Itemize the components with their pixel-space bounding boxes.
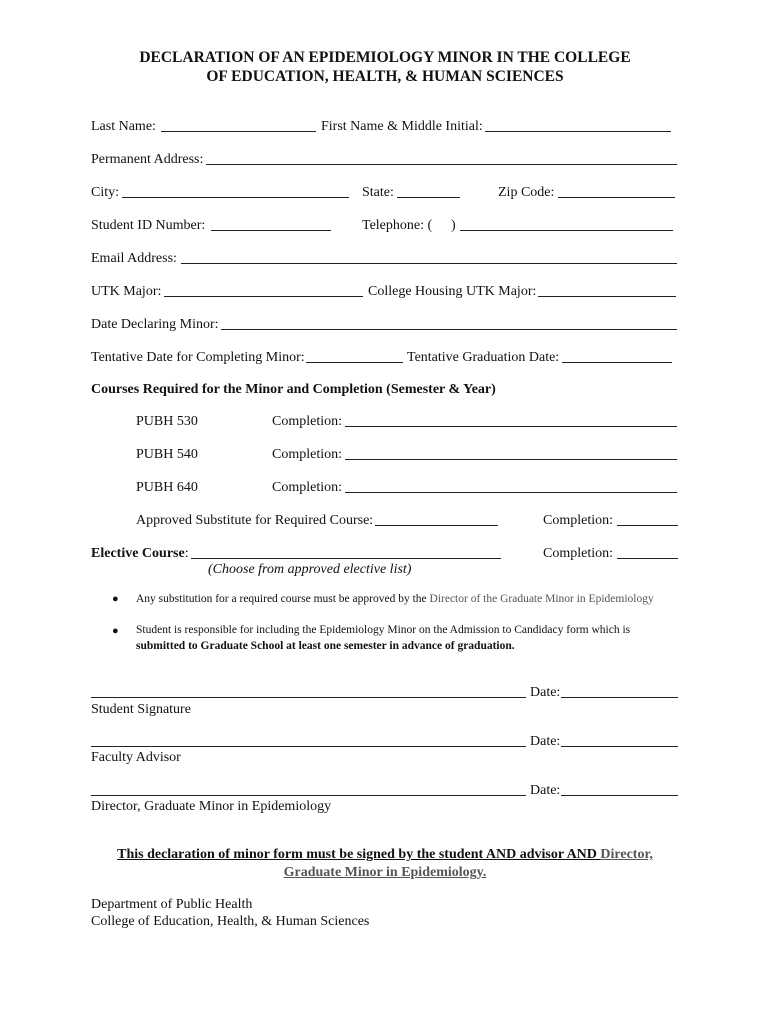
- tentative-completing-label: Tentative Date for Completing Minor:: [91, 350, 305, 365]
- student-id-label: Student ID Number:: [91, 218, 206, 233]
- student-date-label: Date:: [530, 685, 561, 700]
- department-name: Department of Public Health: [91, 897, 253, 912]
- bullet-marker: ●: [112, 593, 119, 605]
- note-candidacy-deadline: submitted to Graduate School at least one semester in advance of graduation.: [136, 639, 515, 652]
- elective-course-field[interactable]: [191, 558, 501, 559]
- substitute-completion-label: Completion:: [543, 513, 613, 528]
- course-pubh-640-completion-field[interactable]: [345, 492, 677, 493]
- elective-completion-field[interactable]: [617, 558, 678, 559]
- form-title-line2: OF EDUCATION, HEALTH, & HUMAN SCIENCES: [206, 68, 564, 85]
- substitute-completion-field[interactable]: [617, 525, 678, 526]
- course-completion-label: Completion:: [272, 480, 342, 495]
- course-pubh-540-completion-field[interactable]: [345, 459, 677, 460]
- note-substitution: [136, 592, 681, 608]
- city-label: City:: [91, 185, 120, 200]
- email-label: Email Address:: [91, 251, 177, 266]
- telephone-label: Telephone: (: [362, 218, 433, 233]
- advisor-date-label: Date:: [530, 734, 561, 749]
- telephone-paren-close: ): [451, 218, 456, 233]
- date-declaring-field[interactable]: [221, 329, 677, 330]
- tentative-completing-field[interactable]: [306, 362, 403, 363]
- director-signature-label: Director, Graduate Minor in Epidemiology: [91, 799, 332, 814]
- course-pubh-540: PUBH 540: [136, 447, 198, 462]
- state-label: State:: [362, 185, 394, 200]
- note-substitution-text: Any substitution for a required course must be approved by the: [136, 593, 430, 605]
- utk-major-field[interactable]: [164, 296, 363, 297]
- first-name-label: First Name & Middle Initial:: [321, 119, 483, 134]
- signature-requirement-note: [0, 846, 770, 882]
- courses-heading: Courses Required for the Minor and Completion (Semester & Year): [91, 382, 496, 397]
- course-pubh-640: PUBH 640: [136, 480, 198, 495]
- permanent-address-field[interactable]: [206, 164, 677, 165]
- tentative-graduation-label: Tentative Graduation Date:: [407, 350, 560, 365]
- elective-completion-label: Completion:: [543, 546, 613, 561]
- zip-field[interactable]: [558, 197, 675, 198]
- advisor-signature-line[interactable]: [91, 746, 526, 747]
- elective-course-label-row: [91, 545, 189, 562]
- last-name-field[interactable]: [161, 131, 316, 132]
- utk-major-label: UTK Major:: [91, 284, 162, 299]
- bullet-marker: ●: [112, 625, 119, 637]
- last-name-label: Last Name:: [91, 119, 156, 134]
- email-field[interactable]: [181, 263, 677, 264]
- elective-course-colon: :: [184, 546, 189, 561]
- state-field[interactable]: [397, 197, 460, 198]
- course-pubh-530-completion-field[interactable]: [345, 426, 677, 427]
- advisor-signature-label: Faculty Advisor: [91, 750, 181, 765]
- form-title-line1: DECLARATION OF AN EPIDEMIOLOGY MINOR IN THE COLLEGE: [139, 49, 631, 66]
- telephone-field[interactable]: [460, 230, 673, 231]
- permanent-address-label: Permanent Address:: [91, 152, 204, 167]
- college-name: College of Education, Health, & Human Sciences: [91, 914, 370, 929]
- signature-requirement-minor: Graduate Minor in Epidemiology.: [283, 865, 487, 880]
- advisor-date-field[interactable]: [561, 746, 678, 747]
- course-pubh-530: PUBH 530: [136, 414, 198, 429]
- date-declaring-label: Date Declaring Minor:: [91, 317, 219, 332]
- substitute-course-label: Approved Substitute for Required Course:: [136, 513, 374, 528]
- student-signature-line[interactable]: [91, 697, 526, 698]
- director-date-label: Date:: [530, 783, 561, 798]
- form-title: [0, 48, 770, 86]
- course-completion-label: Completion:: [272, 414, 342, 429]
- elective-course-label: Elective Course: [91, 546, 185, 561]
- tentative-graduation-field[interactable]: [562, 362, 672, 363]
- first-name-field[interactable]: [485, 131, 671, 132]
- zip-label: Zip Code:: [498, 185, 555, 200]
- student-date-field[interactable]: [561, 697, 678, 698]
- signature-requirement-director: Director,: [600, 847, 653, 862]
- course-completion-label: Completion:: [272, 447, 342, 462]
- director-signature-line[interactable]: [91, 795, 526, 796]
- substitute-course-field[interactable]: [375, 525, 498, 526]
- college-housing-major-field[interactable]: [538, 296, 676, 297]
- student-signature-label: Student Signature: [91, 702, 191, 717]
- student-id-field[interactable]: [211, 230, 331, 231]
- note-candidacy: [136, 623, 681, 654]
- signature-requirement-text: This declaration of minor form must be signed by the student AND advisor AND: [117, 847, 601, 862]
- city-field[interactable]: [122, 197, 349, 198]
- note-substitution-director: Director of the Graduate Minor in Epidemiology: [429, 593, 654, 605]
- elective-note: (Choose from approved elective list): [208, 562, 412, 577]
- college-housing-major-label: College Housing UTK Major:: [368, 284, 537, 299]
- note-candidacy-text: Student is responsible for including the Epidemiology Minor on the Admission to Candidacy form which is: [136, 624, 631, 636]
- director-date-field[interactable]: [561, 795, 678, 796]
